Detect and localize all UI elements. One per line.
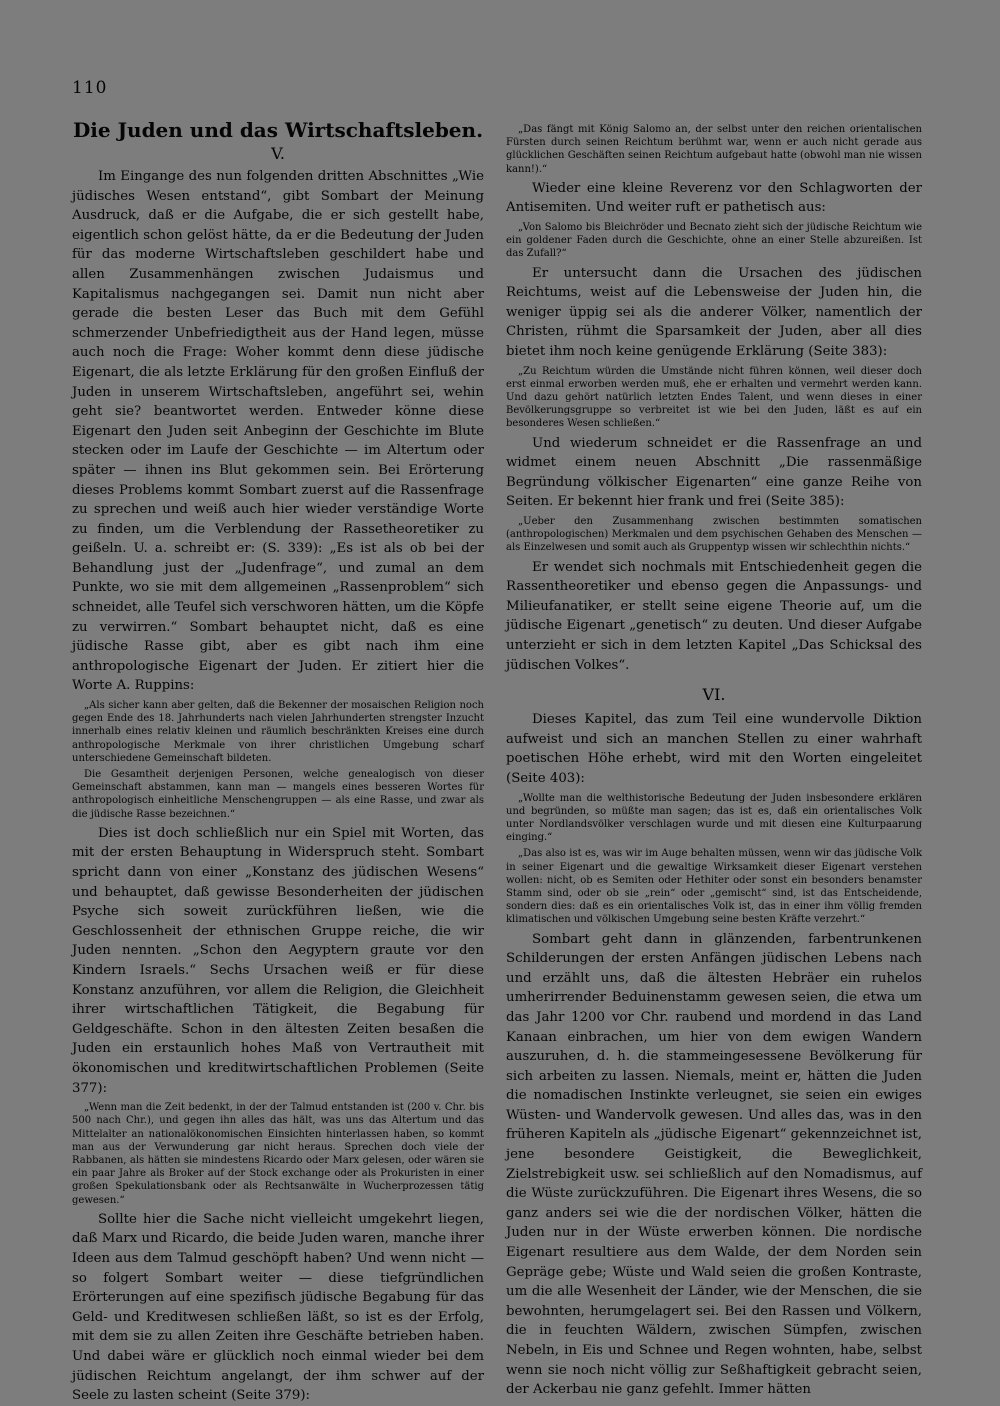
right-column-text-bottom xyxy=(506,710,922,1400)
quoted-passage: „Wollte man die welthistorische Bedeutung der Juden insbesondere erklären und begründen, so müßte man sagen; das ist es, daß ein orientalisches Volk unter Nordlandsvölker verschlagen wurde und mit diesen eine Kulturpaarung einging.“ xyxy=(506,792,922,844)
body-paragraph: Sollte hier die Sache nicht vielleicht umgekehrt liegen, daß Marx und Ricardo, die beide Juden waren, manche ihrer Ideen aus dem Talmud geschöpft haben? Und wenn nicht — so folgert Sombart weiter — diese tiefgründlichen Erörterungen auf eine spezifisch jüdische Begabung für das Geld- und Kreditwesen schließen läßt, so ist es der Erfolg, mit dem sie zu allen Zeiten ihre Geschäfte betrieben haben. Und dabei wäre er glücklich noch einmal wieder bei dem jüdischen Reichtum angelangt, der ihm schwer auf der Seele zu lasten scheint (Seite 379): xyxy=(72,1211,484,1404)
body-paragraph: Wieder eine kleine Reverenz vor den Schlagworten der Antisemiten. Und weiter ruft er pathetisch aus: xyxy=(506,180,922,216)
left-column xyxy=(72,118,484,1406)
quoted-passage: „Das fängt mit König Salomo an, der selbst unter den reichen orientalischen Fürsten durch seinen Reichtum berühmt war, wenn er auch nicht gerade aus glücklichen Geschäften seinen Reichtum aufgebaut hatte (obwohl man nie wissen kann!).“ xyxy=(506,124,922,175)
body-paragraph: Er untersucht dann die Ursachen des jüdischen Reichtums, weist auf die Lebensweise der Juden hin, die weniger üppig sei als die anderer Völker, namentlich der Christen, rühmt die Sparsamkeit der Juden, aber all dies bietet ihm noch keine genügende Erklärung (Seite 383): xyxy=(506,265,922,359)
quoted-passage: „Als sicher kann aber gelten, daß die Bekenner der mosaischen Religion noch gegen Ende des 18. Jahrhunderts nach vielen Jahrhunderten strengster Inzucht innerhalb eines relativ kleinen und räumlich beschränkten Kreises eine durch anthropologische Merkmale von ihrer christlichen Umgebung scharf unterschiedene Gemeinschaft bildeten. xyxy=(72,700,484,764)
body-paragraph: Im Eingange des nun folgenden dritten Abschnittes „Wie jüdisches Wesen entstand“, gibt Sombart der Meinung Ausdruck, daß er die Aufgabe, die er sich gestellt habe, eigentlich schon gelöst hätte, da er die Bedeutung der Juden für das moderne Wirtschaftsleben geschildert habe und allen Zusammenhängen zwischen Judaismus und Kapitalismus nachgegangen sei. Damit nun nicht aber gerade die besten Leser das Buch mit dem Gefühl schmerzender Unbefriedigtheit aus der Hand legen, müsse auch noch die Frage: Woher kommt denn diese jüdische Eigenart, die als letzte Erklärung für den großen Einfluß der Juden in unserem Wirtschaftsleben, angeführt sei, wehin geht sie? beantwortet werden. Entweder könne diese Eigenart den Juden seit Anbeginn der Geschichte im Blute stecken oder im Laufe der Geschichte — im Altertum oder später — ihnen ins Blut gekommen sein. Bei Erörterung dieses Problems kommt Sombart zuerst auf die Rassenfrage zu sprechen und weiß auch hier wieder verständige Worte zu finden, um die Verblendung der Rassetheoretiker zu geißeln. U. a. schreibt er: (S. 339): „Es ist als ob bei der Behandlung just der „Judenfrage“, und zumal an dem Punkte, wo sie mit dem allgemeinen „Rassenproblem“ sich schneidet, alle Teufel sich verschworen hätten, um die Köpfe zu verwirren.“ Sombart behauptet nicht, daß es eine jüdische Rasse gibt, aber es gibt nach ihm eine anthropologische Eigenart der Juden. Er zitiert hier die Worte A. Ruppins: xyxy=(72,169,484,694)
quoted-passage: „Zu Reichtum würden die Umstände nicht führen können, weil dieser doch erst einmal erworben werden muß, ehe er erhalten und vermehrt werden kann. Und dazu gehört natürlich letzten Endes Talent, und wenn dieses in einer Bevölkerungsgruppe so verbreitet ist wie bei den Juden, läßt es auf ein besonderes Wesen schließen.“ xyxy=(506,365,922,430)
section-heading-v: V. xyxy=(271,144,285,163)
page-number: 110 xyxy=(72,78,108,98)
right-column xyxy=(506,120,922,1400)
body-paragraph: Und wiederum schneidet er die Rassenfrage an und widmet einem neuen Abschnitt „Die rassenmäßige Begründung völkischer Eigenarten“ eine ganze Reihe von Seiten. Er bekennt hier frank und frei (Seite 385): xyxy=(506,435,922,510)
quoted-passage: „Wenn man die Zeit bedenkt, in der der Talmud entstanden ist (200 v. Chr. bis 500 nach Chr.), und gegen ihn alles das hält, was uns das Altertum und das Mittelalter an nationalökonomischen Einsichten hinterlassen haben, so kommt man aus der Verwunderung gar nicht heraus. Sprechen doch viele der Rabbanen, als hätten sie mindestens Ricardo oder Marx gelesen, oder wären sie ein paar Jahre als Broker auf der Stock exchange oder als Prokuristen in einer großen Spekulationsbank oder als Rechtsanwälte in Wucherprozessen tätig gewesen.“ xyxy=(72,1102,484,1206)
quoted-passage: „Von Salomo bis Bleichröder und Becnato zieht sich der jüdische Reichtum wie ein goldener Faden durch die Geschichte, ohne an einer Stelle abzureißen. Ist das Zufall?“ xyxy=(506,222,922,260)
body-paragraph: Er wendet sich nochmals mit Entschiedenheit gegen die Rassentheoretiker und ebenso gegen die Anpassungs- und Milieufanatiker, er stellt seine eigene Theorie auf, um die jüdische Eigenart „genetisch“ zu deuten. Und dieser Aufgabe unterzieht er sich in dem letzten Kapitel „Das Schicksal des jüdischen Volkes“. xyxy=(506,559,922,673)
left-column-text xyxy=(72,167,484,1406)
quoted-passage: „Das also ist es, was wir im Auge behalten müssen, wenn wir das jüdische Volk in seiner Eigenart und die gewaltige Wirksamkeit dieser Eigenart verstehen wollen: nicht, ob es Semiten oder Hethiter oder sonst ein besonders benamster Stamm sind, oder ob sie „rein“ oder „gemischt“ sind, ist das Entscheidende, sondern dies: daß es ein orientalisches Volk ist, das in einer ihm völlig fremden klimatischen und völkischen Umgebung seine besten Kräfte verzehrt.“ xyxy=(506,848,922,926)
quoted-passage: „Ueber den Zusammenhang zwischen bestimmten somatischen (anthropologischen) Merkmalen und dem psychischen Gehaben des Menschen — als Einzelwesen und somit auch als Gruppentyp wissen wir schlechthin nichts.“ xyxy=(506,515,922,554)
body-paragraph: Sombart geht dann in glänzenden, farbentrunkenen Schilderungen der ersten Anfängen jüdischen Lebens nach und erzählt uns, daß die ältesten Hebräer ein ruhelos umherirrender Beduinenstamm gewesen seien, die etwa um das Jahr 1200 vor Chr. raubend und mordend in das Land Kanaan einbrachen, um hier von dem ewigen Wandern auszuruhen, d. h. die stammeingesessene Bevölkerung für sich arbeiten zu lassen. Niemals, meint er, hätten die Juden die nomadischen Instinkte verleugnet, sie seien ein ewiges Wüsten- und Wandervolk gewesen. Und alles das, was in den früheren Kapiteln als „jüdische Eigenart“ gekennzeichnet ist, jene besondere Geistigkeit, die Beweglichkeit, Zielstrebigkeit usw. sei schließlich auf den Nomadismus, auf die Wüste zurückzuführen. Die Eigenart ihres Wesens, die so ganz anders sei wie die der nordischen Völker, hätten die Juden nur in der Wüste erwerben können. Die nordische Eigenart resultiere aus dem Walde, der dem Norden sein Gepräge gebe; Wüste und Wald seien die großen Kontraste, um die alle Wesenheit der Länder, wie der Menschen, die sie bewohnten, herumgelagert sei. Bei den Rassen und Völkern, die in feuchten Wäldern, zwischen Sümpfen, zwischen Nebeln, in Eis und Schnee und Regen wohnten, habe, selbst wenn sie noch nicht völlig zur Seßhaftigkeit gebracht seien, der Ackerbau nie ganz gefehlt. Immer hätten xyxy=(506,931,922,1398)
right-column-text-top xyxy=(506,123,922,675)
section-heading-vi: VI. xyxy=(702,685,726,705)
quoted-passage: Die Gesamtheit derjenigen Personen, welche genealogisch von dieser Gemeinschaft abstammen, kann man — mangels eines besseren Wortes für anthropologisch einheitliche Menschengruppen — als eine Rasse, und zwar als die jüdische Rasse bezeichnen.“ xyxy=(72,769,484,820)
body-paragraph: Dieses Kapitel, das zum Teil eine wundervolle Diktion aufweist und sich an manchen Stellen zu einer wahrhaft poetischen Höhe erhebt, wird mit den Worten eingeleitet (Seite 403): xyxy=(506,712,922,786)
body-paragraph: Dies ist doch schließlich nur ein Spiel mit Worten, das mit der ersten Behauptung in Widerspruch steht. Sombart spricht dann von einer „Konstanz des jüdischen Wesens“ und behauptet, daß gewisse Besonderheiten der jüdischen Psyche sich soweit zurückführen ließen, wie die Geschlossenheit der ethnischen Gruppe reiche, die wir Juden nennten. „Schon den Aegyptern graute vor den Kindern Israels.“ Sechs Ursachen weiß er für diese Konstanz anzuführen, vor allem die Religion, die Gleichheit ihrer wirtschaftlichen Tätigkeit, die Begabung für Geldgeschäfte. Schon in den ältesten Zeiten besaßen die Juden ein erstaunlich hohes Maß von Vertrautheit mit ökonomischen und kreditwirtschaftlichen Problemen (Seite 377): xyxy=(72,825,484,1096)
article-title: Die Juden und das Wirtschaftsleben. xyxy=(72,118,484,142)
